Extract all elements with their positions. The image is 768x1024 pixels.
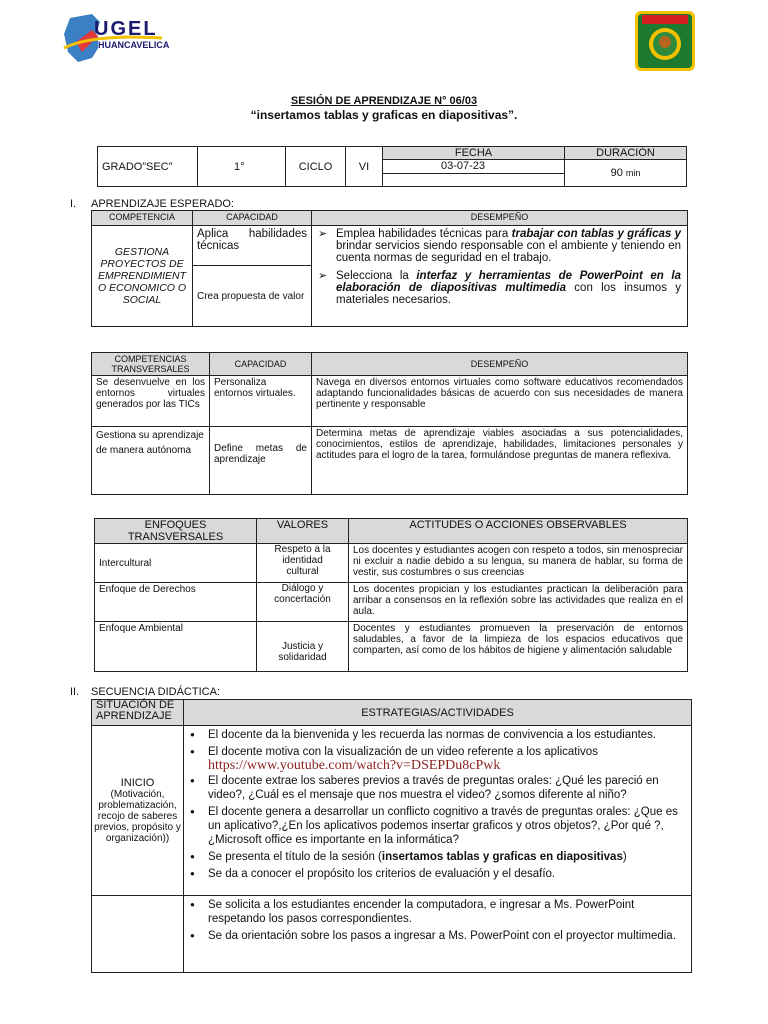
header-situacion: SITUACIÓN DE APRENDIZAJE <box>92 700 184 726</box>
ugel-logo <box>62 12 172 64</box>
competencia-text: GESTIONA PROYECTOS DE EMPRENDIMIENT O ECONOMICO O SOCIAL <box>92 226 193 327</box>
session-title: SESIÓN DE APRENDIZAJE N° 06/03 <box>290 95 478 107</box>
duracion-value-cell <box>565 160 687 187</box>
capacidad-2: Crea propuesta de valor <box>193 266 312 327</box>
ciclo-label: CICLO <box>286 147 346 187</box>
actitud-1: Los docentes y estudiantes acogen con respeto a todos, sin menospreciar ni excluir a nadie debido a su lengua, su manera de hablar, su forma de vestir, sus costumbres o sus creencias <box>349 544 688 583</box>
youtube-link[interactable]: https://www.youtube.com/watch?v=DSEPDu8cPwk <box>208 758 501 773</box>
valor-2: Diálogo y concertación <box>257 583 349 622</box>
section1-number: I. <box>70 198 77 210</box>
capacidad-1: Aplica habilidades técnicas <box>193 226 312 266</box>
actitud-2: Los docentes propician y los estudiantes practican la deliberación para arribar a consensos en la reflexión sobre las actividades que realiza en el aula. <box>349 583 688 622</box>
fecha-value-cell <box>383 160 565 187</box>
fecha-label: FECHA <box>383 147 565 160</box>
inicio-item-4: ● El docente genera a desarrollar un conflicto cognitivo a través de preguntas orales: ¿Que es un aplicativo?,¿En los aplicativos podemos insertar graficos y otros objetos?, ¿Por qué ?,¿Microsoft office es importante en la informática? <box>188 805 685 847</box>
inicio-item-1: ● El docente da la bienvenida y les recuerda las normas de convivencia a los estudiantes. <box>188 728 685 742</box>
inicio-item-3: ● El docente extrae los saberes previos a través de preguntas orales: ¿Qué les pareció en video?, ¿Cuál es el mensaje que nos muestra el video? ¿somos diferente al niño? <box>188 774 685 802</box>
desarrollo-item-2: ● Se da orientación sobre los pasos a ingresar a Ms. PowerPoint con el proyector multimedia. <box>188 929 685 943</box>
enfoque-1: Intercultural <box>95 544 257 583</box>
inicio-item-6: ● Se da a conocer el propósito los criterios de evaluación y el desafío. <box>188 867 685 881</box>
header-capacidad: CAPACIDAD <box>193 211 312 226</box>
inicio-label: INICIO <box>120 777 155 789</box>
transversal-desempeno-1: Navega en diversos entornos virtuales como software educativos recomendados adaptando funcionalidades básicas de acuerdo con sus necesidades de manera pertinente y responsable <box>312 376 688 427</box>
section1-title: APRENDIZAJE ESPERADO: <box>91 198 235 210</box>
transversal-capacidad-1: Personaliza entornos virtuales. <box>210 376 312 427</box>
desarrollo-cell <box>92 896 184 973</box>
header-capacidad-t: CAPACIDAD <box>210 353 312 376</box>
header-valores: VALORES <box>257 519 349 544</box>
inicio-item-2: ● El docente motiva con la visualización de un video referente a los aplicativos https://www.youtube.com/watch?v=DSEPDu8cPwk <box>188 745 685 773</box>
valor-1: Respeto a la identidad cultural <box>257 544 349 583</box>
transversal-capacidad-2: Define metas de aprendizaje <box>210 427 312 495</box>
ciclo-value: VI <box>346 147 383 187</box>
ugel-logo-text: UGEL <box>94 18 158 40</box>
transversal-competencia-2: Gestiona su aprendizaje de manera autónoma <box>92 427 210 495</box>
inicio-activities <box>184 726 692 896</box>
fecha-value: 03-07-23 <box>383 160 564 174</box>
header-enfoques: ENFOQUES TRANSVERSALES <box>95 519 257 544</box>
grado-label: GRADO”SEC” <box>98 147 198 187</box>
enfoques-table <box>94 518 688 672</box>
desempeno-item-2: ➢ Selecciona la interfaz y herramientas de PowerPoint en la elaboración de diapositivas multimedia con los insumos y materiales necesarios. <box>316 270 681 306</box>
desempeno-cell <box>312 226 688 327</box>
enfoque-3: Enfoque Ambiental <box>95 622 257 672</box>
inicio-item-5: ● Se presenta el título de la sesión (insertamos tablas y graficas en diapositivas) <box>188 850 685 864</box>
desempeno-item-1: ➢ Emplea habilidades técnicas para trabajar con tablas y gráficas y brindar servicios siendo responsable con el ambiente y teniendo en cuenta normas de seguridad en el trabajo. <box>316 228 681 264</box>
transversales-table <box>91 352 688 495</box>
section2-number: II. <box>70 686 80 698</box>
transversal-competencia-1: Se desenvuelve en los entornos virtuales generados por las TICs <box>92 376 210 427</box>
header-desempeno-t: DESEMPEÑO <box>312 353 688 376</box>
header-competencias-transversales: COMPETENCIAS TRANSVERSALES <box>92 353 210 376</box>
header-desempeno: DESEMPEÑO <box>312 211 688 226</box>
section2-title: SECUENCIA DIDÁCTICA: <box>91 686 220 698</box>
inicio-detail: (Motivación, problematización, recojo de saberes previos, propósito y organización)) <box>94 789 181 844</box>
aprendizaje-table <box>91 210 688 327</box>
duracion-unit: min <box>625 168 641 178</box>
session-subtitle: “insertamos tablas y graficas en diapositivas”. <box>250 108 518 122</box>
desarrollo-item-1: ● Se solicita a los estudiantes encender la computadora, e ingresar a Ms. PowerPoint respetando los pasos correspondientes. <box>188 898 685 926</box>
enfoque-2: Enfoque de Derechos <box>95 583 257 622</box>
duracion-value: 90 <box>610 167 623 179</box>
info-table <box>97 146 687 187</box>
inicio-cell <box>92 726 184 896</box>
secuencia-table <box>91 699 692 973</box>
actitud-3: Docentes y estudiantes promueven la preservación de entornos saludables, a favor de la limpieza de los espacios educativos que comparten, así como de los hábitos de higiene y alimentación saludable <box>349 622 688 672</box>
header-actitudes: ACTITUDES O ACCIONES OBSERVABLES <box>349 519 688 544</box>
header-competencia: COMPETENCIA <box>92 211 193 226</box>
transversal-desempeno-2: Determina metas de aprendizaje viables asociadas a sus potencialidades, conocimientos, estilos de aprendizaje, habilidades, limitaciones personales y actitudes para el logro de la tarea, formulándose preguntas de manera reflexiva. <box>312 427 688 495</box>
header-estrategias: ESTRATEGIAS/ACTIVIDADES <box>184 700 692 726</box>
grado-value: 1° <box>198 147 286 187</box>
ugel-logo-subtext: HUANCAVELICA <box>98 40 170 50</box>
valor-3: Justicia y solidaridad <box>257 622 349 672</box>
desarrollo-activities <box>184 896 692 973</box>
school-emblem <box>634 10 696 72</box>
duracion-label: DURACIÓN <box>565 147 687 160</box>
